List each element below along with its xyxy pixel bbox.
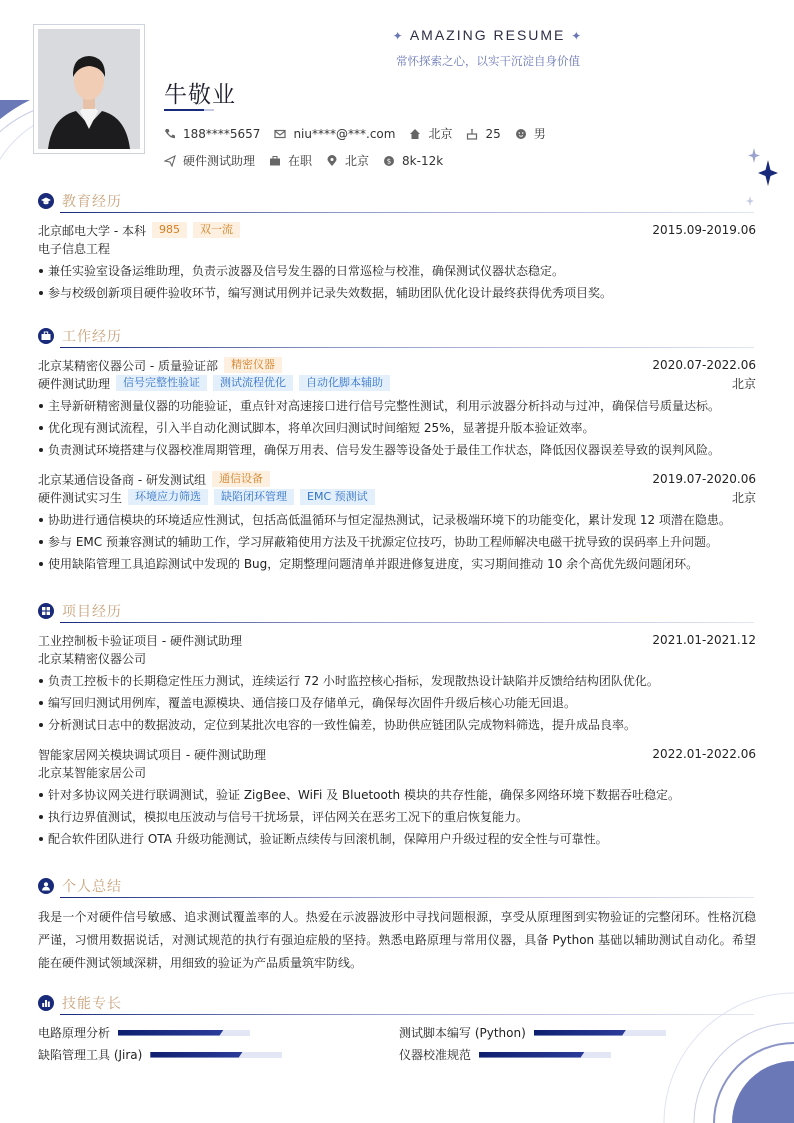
gender-item [515, 125, 546, 142]
briefcase-icon [269, 155, 281, 167]
email-item [274, 127, 395, 141]
skill-name: 仪器校准规范 [399, 1048, 472, 1062]
status-item [269, 152, 312, 169]
education-date: 2015.09-2019.06 [652, 223, 756, 237]
list-item: 兼任实验室设备运维助理，负责示波器及信号发生器的日常巡检与校准，确保测试仪器状态稳定。 [38, 263, 756, 279]
job-role: 硬件测试助理 [38, 376, 111, 391]
project-entry [38, 745, 756, 851]
salary-item [383, 154, 443, 168]
skills-title: 技能专长 [62, 996, 122, 1012]
skill-item [399, 1024, 666, 1041]
cake-icon [466, 128, 478, 140]
target-position-item [164, 152, 255, 169]
school-name: 北京邮电大学 - 本科 [38, 223, 146, 238]
skill-item [38, 1024, 250, 1041]
work-title: 工作经历 [62, 329, 122, 345]
list-item: 参与 EMC 预兼容测试的辅助工作，学习屏蔽箱使用方法及干扰源定位技巧，协助工程师解决电磁干扰导致的误码率上升问题。 [38, 534, 756, 550]
candidate-name: 牛敬业 [164, 82, 236, 108]
skill-name: 缺陷管理工具 (Jira) [38, 1048, 143, 1062]
salary-text: 8k-12k [402, 153, 444, 168]
work-date: 2019.07-2020.06 [652, 472, 756, 486]
work-bullets [38, 512, 756, 572]
list-item: 分析测试日志中的数据波动，定位到某批次电容的一致性偏差，协助供应链团队完成物料筛选，提升成品良率。 [38, 717, 756, 733]
skill-tag: EMC 预测试 [300, 489, 375, 505]
bar-chart-icon [38, 995, 54, 1011]
summary-text: 我是一个对硬件信号敏感、追求测试覆盖率的人。热爱在示波器波形中寻找问题根源，享受从原理图到实物验证的完整闭环。性格沉稳严谨，习惯用数据说话，对测试规范的执行有强迫症般的坚持。熟悉电路原理与常用仪器，具备 Python 基础以辅助测试自动化。希望能在硬件测试领域深耕，用细致的验证为产品质量筑牢防线。 [38, 910, 756, 970]
send-icon [164, 155, 176, 167]
summary-title: 个人总结 [62, 879, 122, 895]
school-tag: 985 [152, 222, 187, 238]
section-divider [60, 212, 754, 213]
money-icon [383, 155, 395, 167]
project-date: 2022.01-2022.06 [652, 747, 756, 761]
education-title: 教育经历 [62, 194, 122, 210]
profile-photo [33, 24, 145, 154]
gender-text: 男 [533, 127, 546, 141]
education-entry [38, 221, 756, 305]
section-divider [60, 347, 754, 348]
name-underline-accent [204, 109, 214, 111]
decorative-circles-bottom-right [644, 983, 794, 1123]
list-item: 配合软件团队进行 OTA 升级功能测试，验证断点续传与回滚机制，保障用户升级过程的安全性与可靠性。 [38, 831, 756, 847]
industry-tag: 精密仪器 [224, 357, 282, 373]
skill-tag: 缺陷闭环管理 [214, 489, 294, 505]
project-company: 北京某精密仪器公司 [38, 651, 147, 666]
sparkle-icon: ✦ [392, 29, 405, 43]
target-city-item [326, 152, 369, 169]
location-icon [326, 155, 338, 167]
project-name: 工业控制板卡验证项目 - 硬件测试助理 [38, 633, 242, 648]
skill-tag: 环境应力筛选 [128, 489, 208, 505]
target-position-text: 硬件测试助理 [183, 154, 256, 168]
email-text: niu****@***.com [293, 126, 396, 141]
skills-section-header [38, 993, 122, 1013]
skill-item [38, 1046, 282, 1063]
section-divider [60, 622, 754, 623]
list-item: 协助进行通信模块的环境适应性测试，包括高低温循环与恒定湿热测试，记录极端环境下的功能变化，累计发现 12 项潜在隐患。 [38, 512, 756, 528]
user-icon [38, 878, 54, 894]
education-section-header [38, 191, 122, 211]
skill-tag: 信号完整性验证 [116, 375, 207, 391]
list-item: 负责工控板卡的长期稳定性压力测试，连续运行 72 小时监控核心指标，发现散热设计缺陷并反馈给结构团队优化。 [38, 673, 756, 689]
skill-level-fill [150, 1052, 242, 1058]
grid-icon [38, 603, 54, 619]
name-underline [164, 109, 204, 111]
list-item: 执行边界值测试，模拟电压波动与信号干扰场景，评估网关在恶劣工况下的重启恢复能力。 [38, 809, 756, 825]
sparkle-icon: ✦ [571, 29, 584, 43]
project-company: 北京某智能家居公司 [38, 765, 147, 780]
list-item: 使用缺陷管理工具追踪测试中发现的 Bug，定期整理问题清单并跟进修复进度，实习期间推动 10 余个高优先级问题闭环。 [38, 556, 756, 572]
skill-level-fill [534, 1030, 626, 1036]
skill-level-bar [534, 1030, 666, 1036]
company-name: 北京某通信设备商 - 研发测试组 [38, 472, 206, 487]
section-divider [60, 897, 754, 898]
skill-level-fill [118, 1030, 224, 1036]
project-entry [38, 631, 756, 737]
target-city-text: 北京 [345, 154, 370, 168]
phone-text: 188****5657 [183, 126, 261, 141]
work-section-header [38, 326, 122, 346]
work-entry [38, 470, 756, 576]
work-city: 北京 [731, 490, 756, 505]
skill-level-bar [479, 1052, 611, 1058]
list-item: 针对多协议网关进行联调测试，验证 ZigBee、WiFi 及 Bluetooth 模块的共存性能，确保多网络环境下数据吞吐稳定。 [38, 787, 756, 803]
hometown-item [409, 125, 452, 142]
gender-icon [515, 128, 527, 140]
resume-title-text: AMAZING RESUME [409, 27, 566, 43]
projects-title: 项目经历 [62, 604, 122, 620]
list-item: 主导新研精密测量仪器的功能验证，重点针对高速接口进行信号完整性测试，利用示波器分析抖动与过冲，确保信号质量达标。 [38, 398, 756, 414]
industry-tag: 通信设备 [212, 471, 270, 487]
section-divider [60, 1014, 754, 1015]
job-role: 硬件测试实习生 [38, 490, 123, 505]
project-name: 智能家居网关模块调试项目 - 硬件测试助理 [38, 747, 266, 762]
skill-name: 电路原理分析 [38, 1026, 111, 1040]
major: 电子信息工程 [38, 241, 111, 256]
skill-tag: 自动化脚本辅助 [299, 375, 390, 391]
skill-item [399, 1046, 611, 1063]
star-decoration-icon [742, 148, 782, 210]
age-item [466, 127, 500, 141]
avatar [38, 29, 140, 149]
list-item: 负责测试环境搭建与仪器校准周期管理，确保万用表、信号发生器等设备处于最佳工作状态，降低因仪器误差导致的误判风险。 [38, 442, 756, 458]
skill-level-bar [150, 1052, 282, 1058]
list-item: 参与校级创新项目硬件验收环节，编写测试用例并记录失效数据，辅助团队优化设计最终获得优秀项目奖。 [38, 285, 756, 301]
education-bullets [38, 263, 756, 301]
list-item: 编写回归测试用例库，覆盖电源模块、通信接口及存储单元，确保每次固件升级后核心功能无回退。 [38, 695, 756, 711]
skill-level-fill [479, 1052, 585, 1058]
resume-title [388, 27, 588, 43]
hometown-text: 北京 [428, 127, 453, 141]
summary-section-header [38, 876, 122, 896]
work-city: 北京 [731, 376, 756, 391]
status-text: 在职 [288, 154, 313, 168]
briefcase-icon [38, 328, 54, 344]
contact-info-row [164, 125, 560, 142]
svg-text:$: $ [386, 157, 392, 165]
resume-subtitle: 常怀探索之心，以实干沉淀自身价值 [396, 54, 580, 68]
job-intention-row [164, 152, 457, 169]
phone-icon [164, 128, 176, 140]
projects-section-header [38, 601, 122, 621]
project-date: 2021.01-2021.12 [652, 633, 756, 647]
school-tag: 双一流 [193, 222, 240, 238]
work-date: 2020.07-2022.06 [652, 358, 756, 372]
skill-level-bar [118, 1030, 250, 1036]
project-bullets [38, 673, 756, 733]
phone-item [164, 127, 260, 141]
skill-name: 测试脚本编写 (Python) [399, 1026, 526, 1040]
age-text: 25 [485, 126, 501, 141]
home-icon [409, 128, 421, 140]
work-bullets [38, 398, 756, 458]
work-entry [38, 356, 756, 462]
mail-icon [274, 128, 286, 140]
company-name: 北京某精密仪器公司 - 质量验证部 [38, 358, 218, 373]
list-item: 优化现有测试流程，引入半自动化测试脚本，将单次回归测试时间缩短 25%，显著提升版本验证效率。 [38, 420, 756, 436]
skill-tag: 测试流程优化 [213, 375, 293, 391]
graduation-cap-icon [38, 193, 54, 209]
project-bullets [38, 787, 756, 847]
